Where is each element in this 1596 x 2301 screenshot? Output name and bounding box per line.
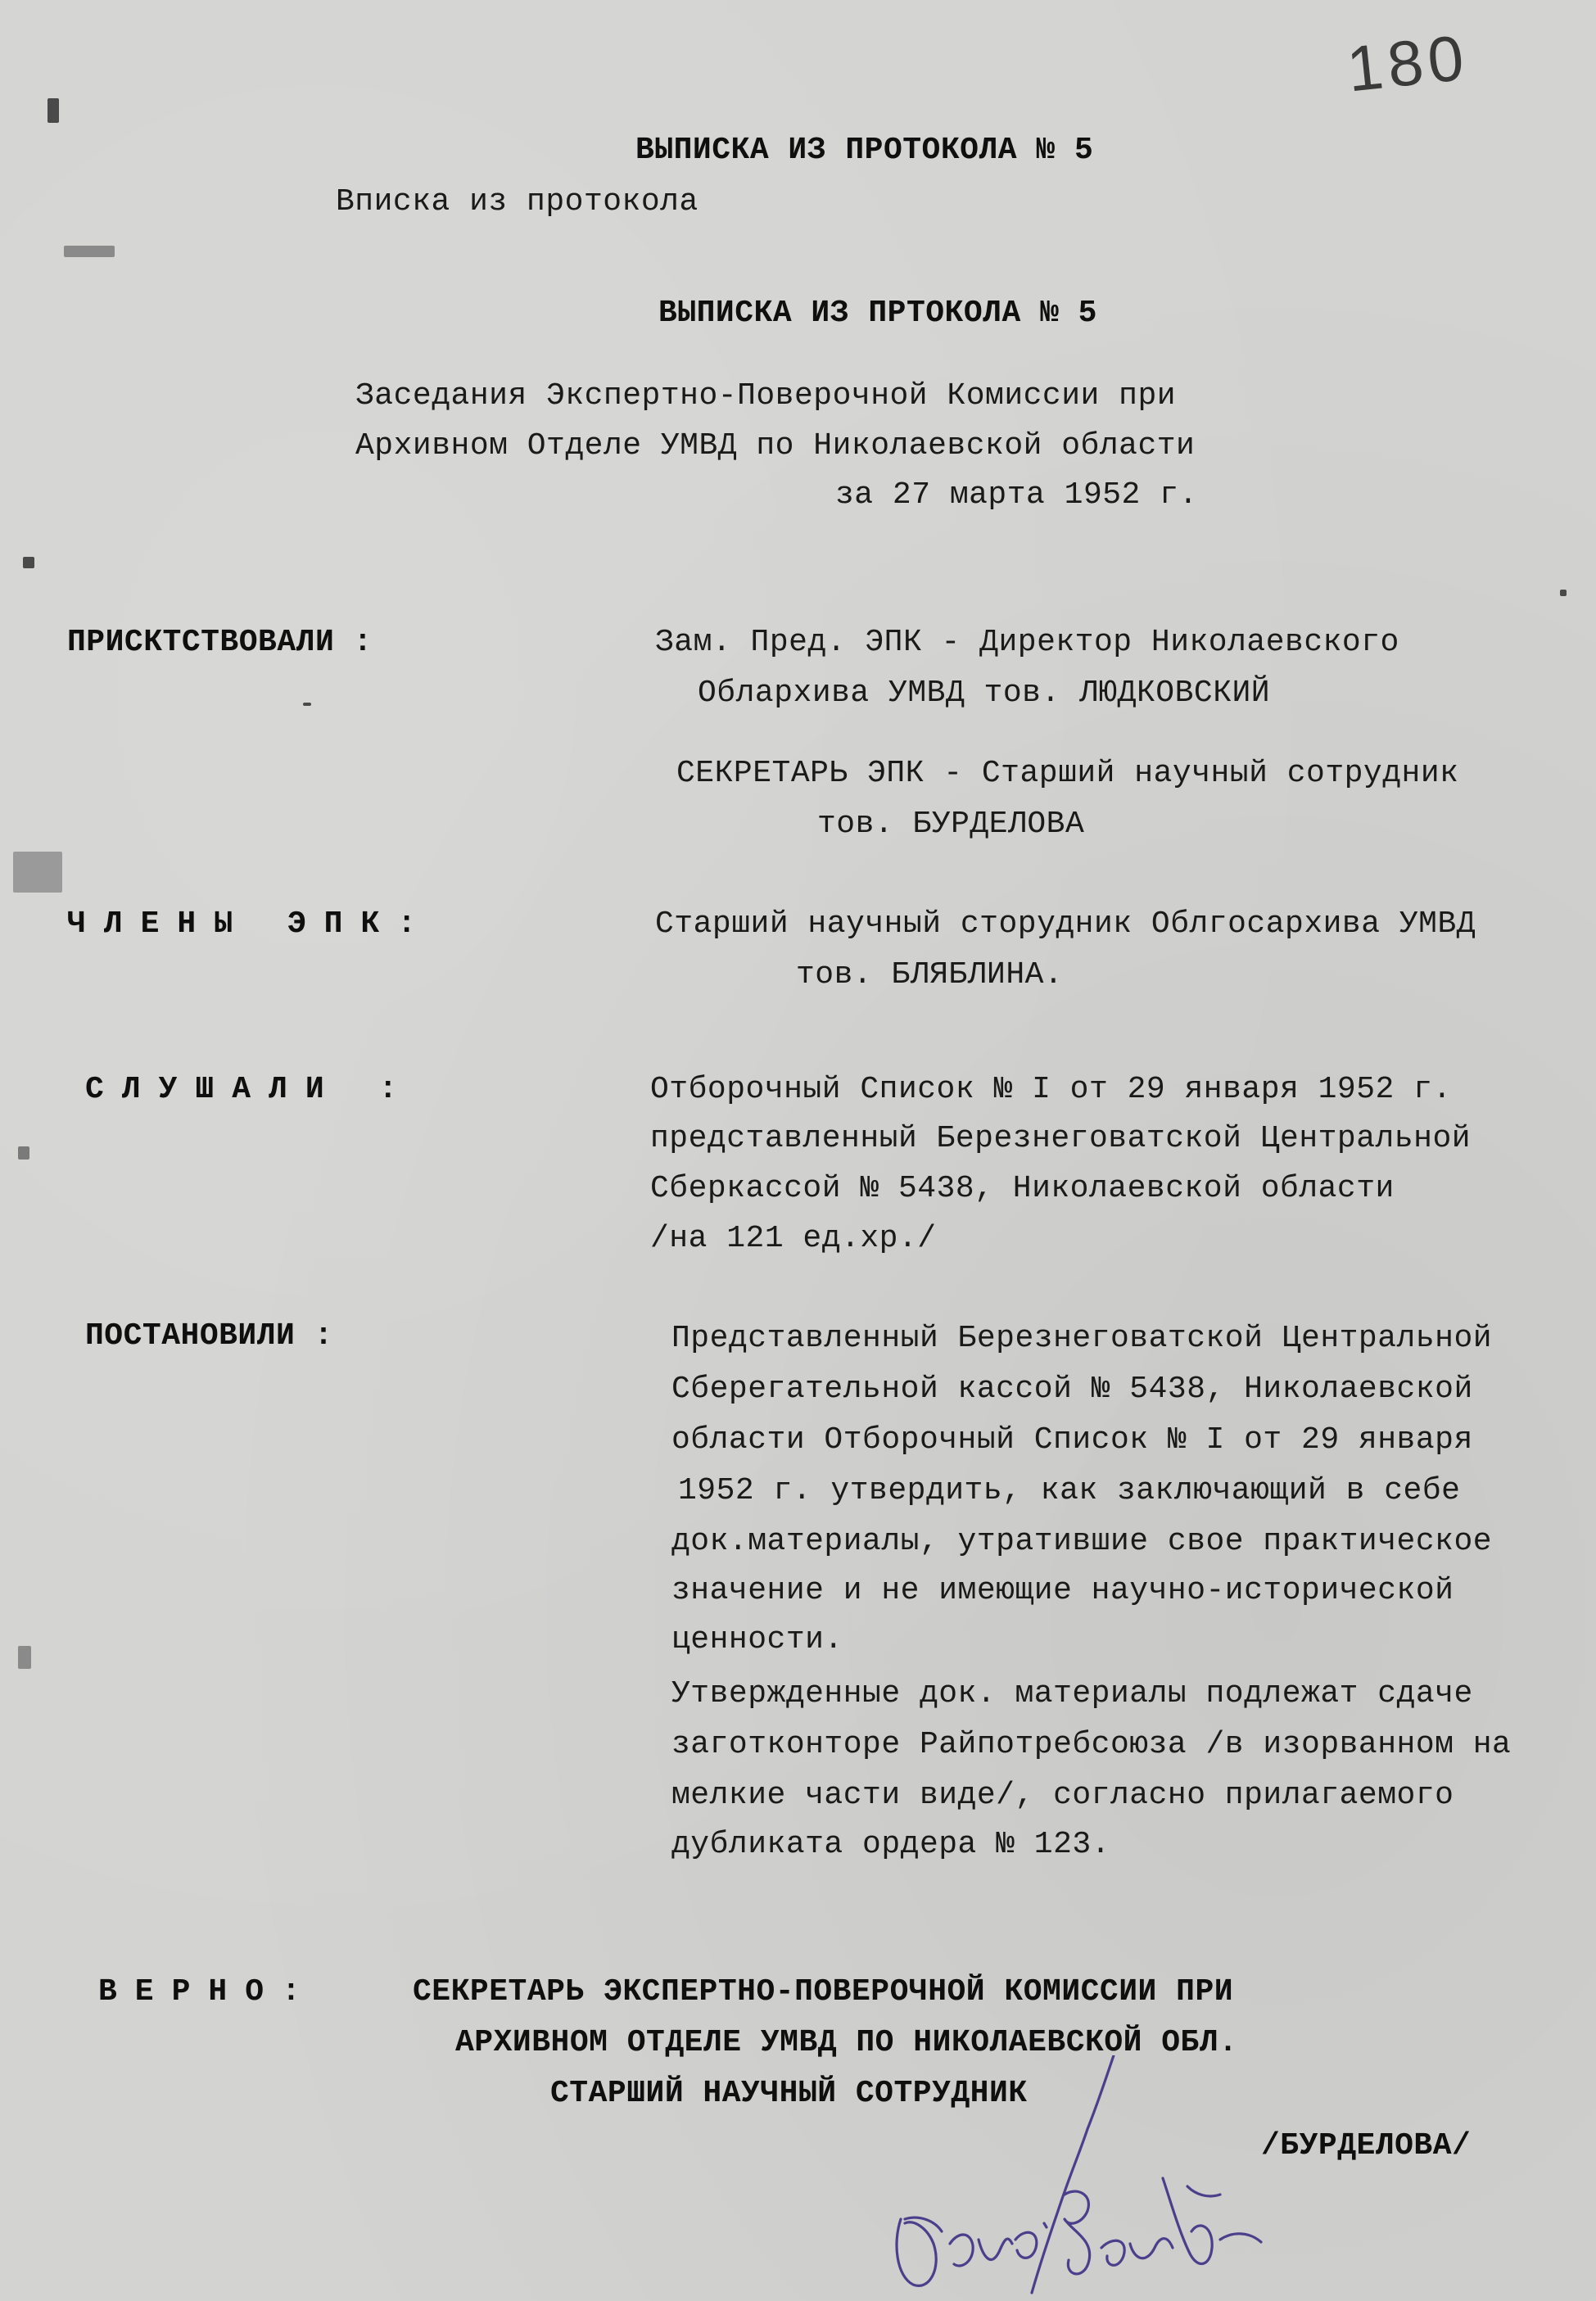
members-line-1: Старший научный сторудник Облгосархива УМВД: [655, 906, 1476, 942]
signer-name: /БУРДЕЛОВА/: [1261, 2128, 1472, 2163]
document-title-1: ВЫПИСКА ИЗ ПРОТОКОЛА № 5: [635, 133, 1094, 168]
resolved-line-4: 1952 г. утвердить, как заключающий в себе: [678, 1473, 1461, 1508]
scan-speck: [1560, 590, 1567, 596]
heard-line-2: представленный Березнеговатской Центральной: [650, 1121, 1472, 1156]
document-title-2: ВЫПИСКА ИЗ ПРТОКОЛА № 5: [658, 296, 1097, 331]
scan-speck: [64, 246, 115, 257]
resolved-line-1: Представленный Березнеговатской Центральной: [671, 1321, 1493, 1356]
resolved-line-5: док.материалы, утратившие свое практическое: [671, 1524, 1493, 1559]
secretary-line-2: тов. БУРДЕЛОВА: [817, 807, 1085, 842]
resolved-line-7: ценности.: [671, 1622, 843, 1657]
present-label: ПРИСКТСТВОВАЛИ :: [67, 625, 373, 660]
handwritten-signature: [868, 2055, 1294, 2301]
heard-line-1: Отборочный Список № I от 29 января 1952 г.: [650, 1072, 1452, 1107]
resolved-line-11: дубликата ордера № 123.: [671, 1827, 1110, 1862]
present-line-1: Зам. Пред. ЭПК - Директор Николаевского: [655, 625, 1399, 660]
scan-speck: [47, 98, 59, 123]
meeting-date: за 27 марта 1952 г.: [835, 477, 1198, 513]
present-line-2: Облархива УМВД тов. ЛЮДКОВСКИЙ: [698, 676, 1271, 711]
meeting-line-1: Заседания Экспертно-Поверочной Комиссии при: [355, 378, 1177, 414]
resolved-label: ПОСТАНОВИЛИ :: [85, 1318, 333, 1354]
certification-label: ВЕРНО:: [98, 1974, 319, 2009]
certification-line-1: СЕКРЕТАРЬ ЭКСПЕРТНО-ПОВЕРОЧНОЙ КОМИССИИ ПРИ: [413, 1974, 1234, 2009]
page-number: 180: [1343, 20, 1472, 106]
members-line-2: тов. БЛЯБЛИНА.: [796, 957, 1064, 992]
scan-speck: [18, 1646, 31, 1669]
scan-speck: [18, 1146, 29, 1160]
resolved-line-8: Утвержденные док. материалы подлежат сдаче: [671, 1676, 1473, 1711]
scan-speck: [23, 557, 34, 568]
resolved-line-6: значение и не имеющие научно-исторической: [671, 1573, 1454, 1608]
secretary-line-1: СЕКРЕТАРЬ ЭПК - Старший научный сотрудник: [676, 756, 1459, 791]
heard-line-3: Сберкассой № 5438, Николаевской области: [650, 1171, 1395, 1206]
resolved-line-9: заготконторе Райпотребсоюза /в изорванном на: [671, 1727, 1512, 1762]
resolved-line-10: мелкие части виде/, согласно прилагаемого: [671, 1778, 1454, 1813]
members-label: ЧЛЕНЫ ЭПК:: [67, 906, 435, 942]
scan-speck: [13, 852, 62, 893]
resolved-line-2: Сберегательной кассой № 5438, Николаевской: [671, 1372, 1473, 1407]
meeting-line-2: Архивном Отделе УМВД по Николаевской области: [355, 428, 1196, 463]
certification-line-3: СТАРШИЙ НАУЧНЫЙ СОТРУДНИК: [550, 2076, 1028, 2111]
scan-speck: [303, 703, 311, 706]
document-subtitle: Вписка из протокола: [336, 184, 699, 219]
resolved-line-3: области Отборочный Список № I от 29 января: [671, 1422, 1473, 1458]
certification-line-2: АРХИВНОМ ОТДЕЛЕ УМВД ПО НИКОЛАЕВСКОЙ ОБЛ.: [455, 2025, 1238, 2060]
heard-label: СЛУШАЛИ :: [85, 1072, 416, 1107]
heard-line-4: /на 121 ед.хр./: [650, 1221, 937, 1256]
